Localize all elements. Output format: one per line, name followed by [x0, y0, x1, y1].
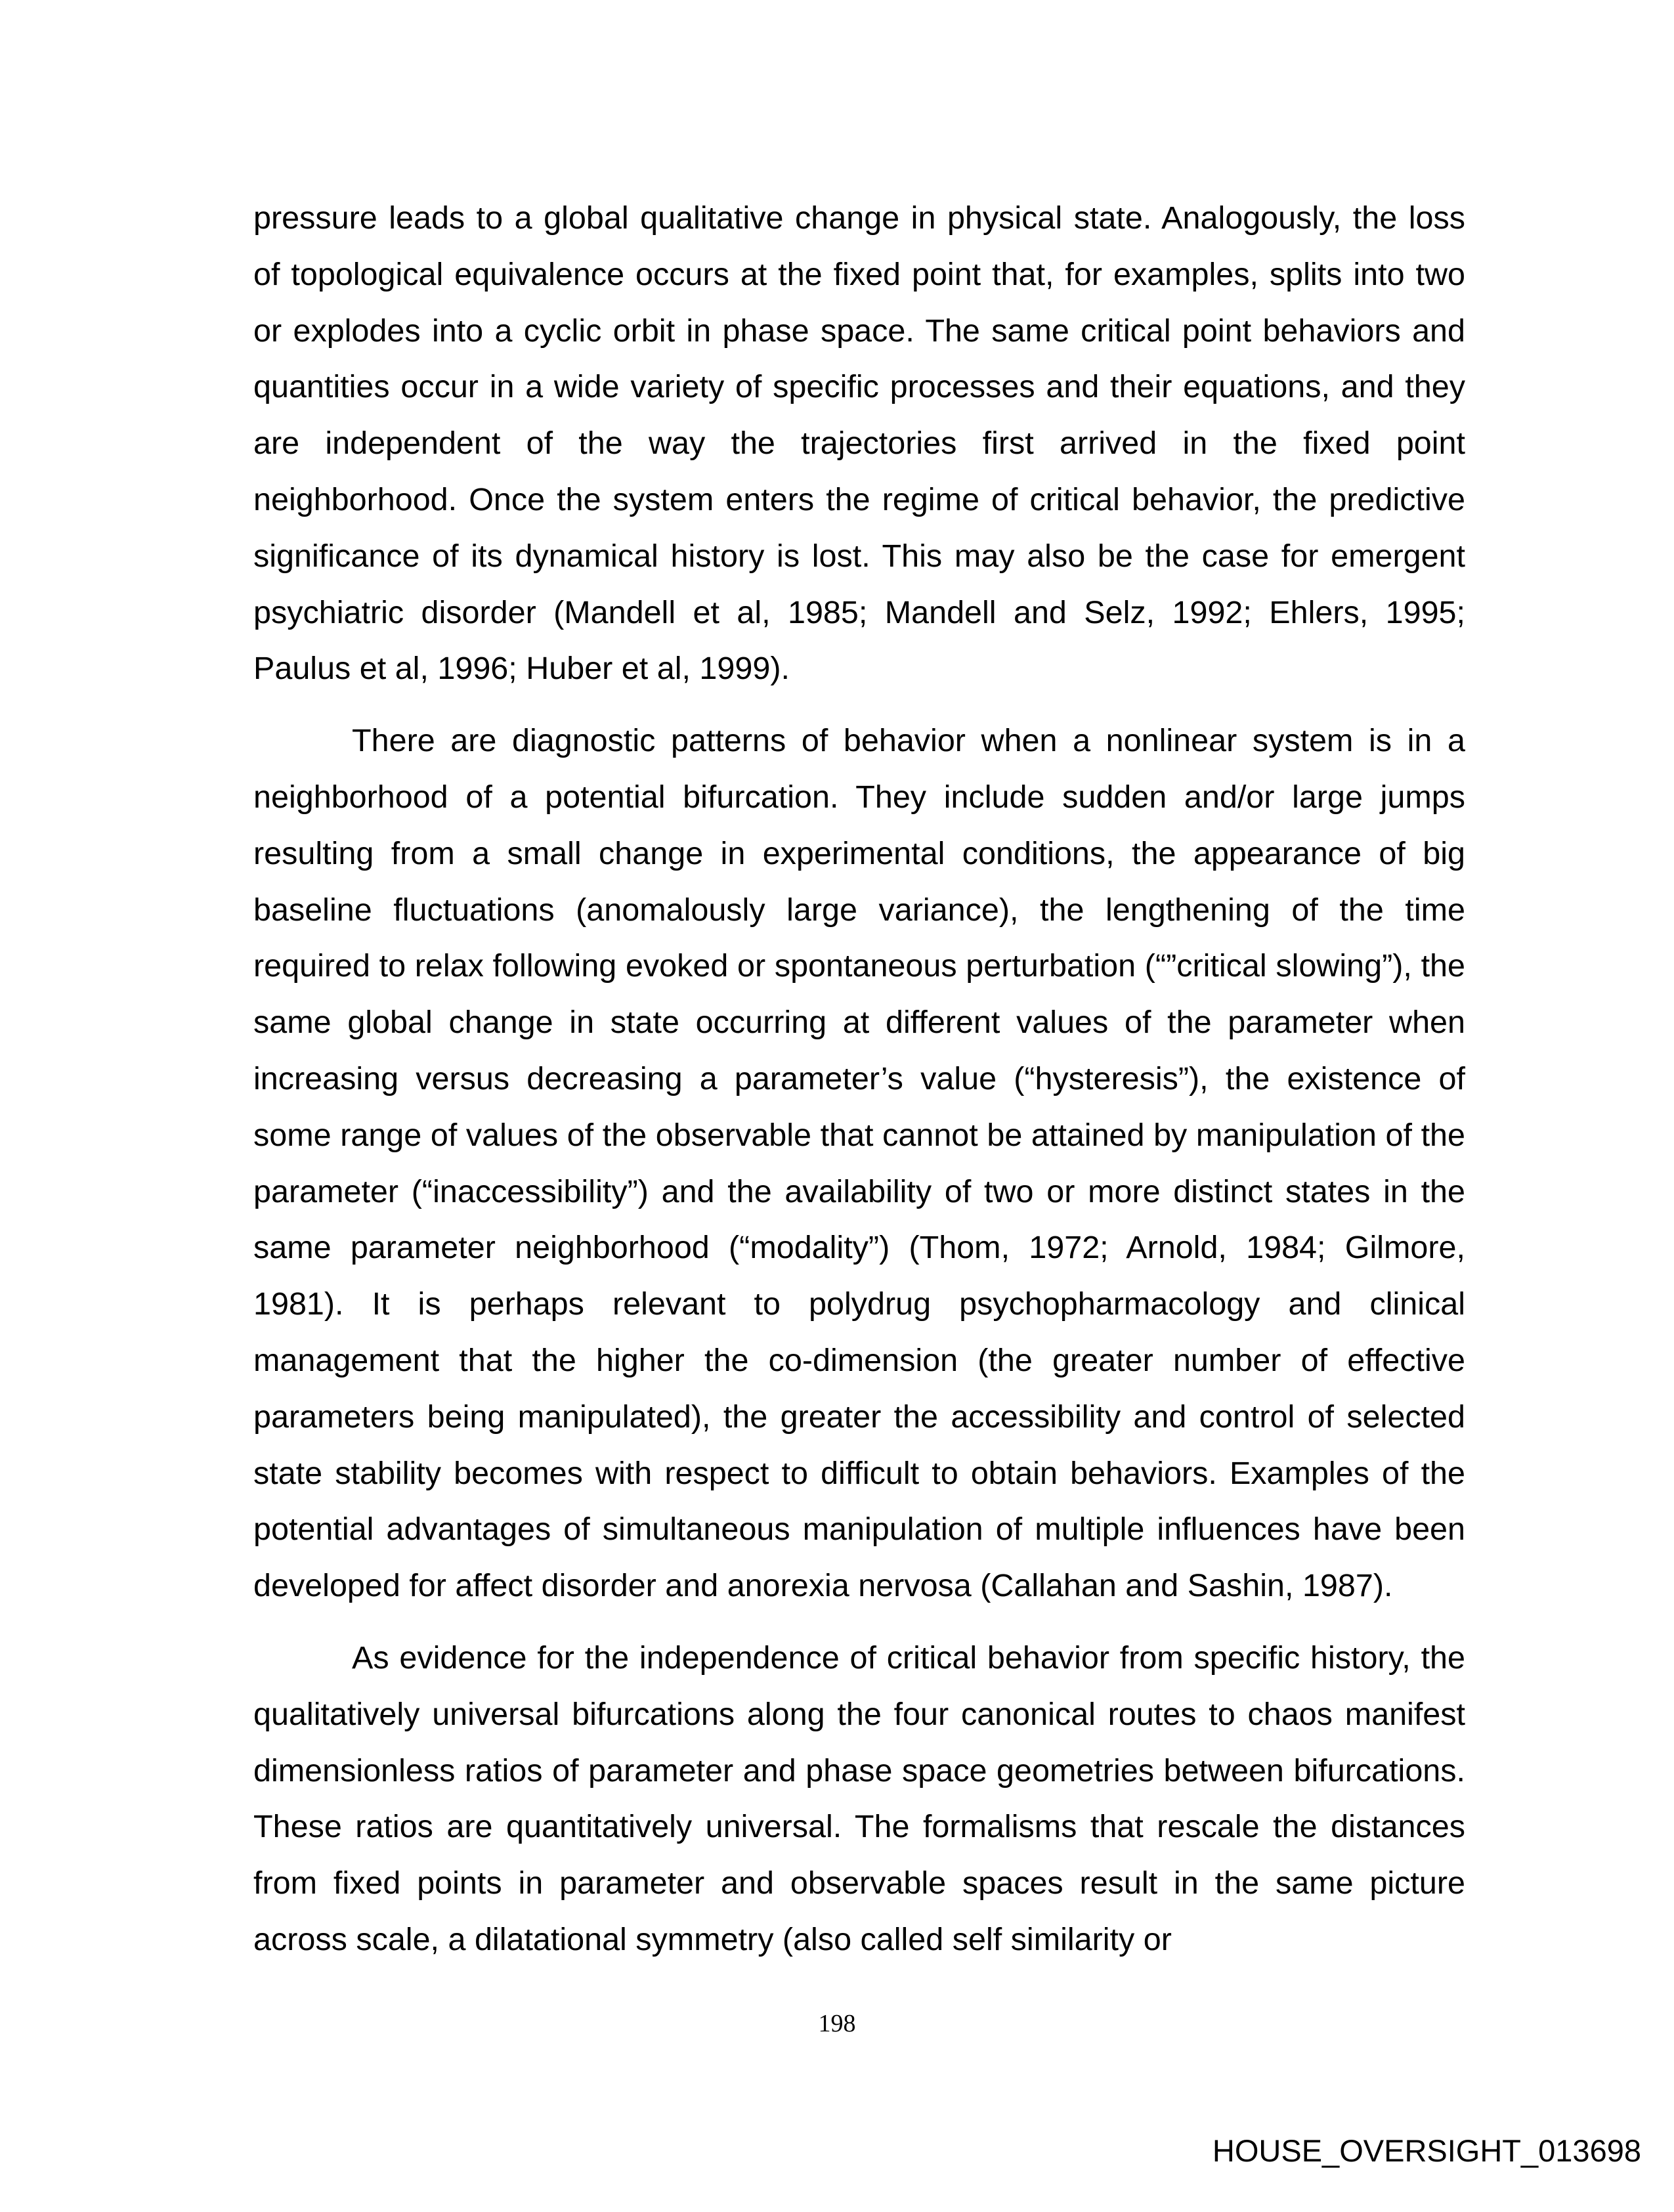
page-number: 198: [818, 2010, 856, 2037]
bates-stamp: HOUSE_OVERSIGHT_013698: [1212, 2133, 1641, 2168]
document-body: [253, 190, 1465, 1984]
paragraph-diagnostic-patterns: There are diagnostic patterns of behavior when a nonlinear system is in a neighborhood of a potential bifurcation. They include sudden and/or large jumps resulting from a small change in experimental conditions, the appearance of big baseline fluctuations (anomalously large variance), the lengthening of the time required to relax following evoked or spontaneous perturbation (“”critical slowing”), the same global change in state occurring at different values of the parameter when increasing versus decreasing a parameter’s value (“hysteresis”), the existence of some range of values of the observable that cannot be attained by manipulation of the parameter (“inaccessibility”) and the availability of two or more distinct states in the same parameter neighborhood (“modality”) (Thom, 1972; Arnold, 1984; Gilmore, 1981). It is perhaps relevant to polydrug psychopharmacology and clinical management that the higher the co-dimension (the greater number of effective parameters being manipulated), the greater the accessibility and control of selected state stability becomes with respect to difficult to obtain behaviors. Examples of the potential advantages of simultaneous manipulation of multiple influences have been developed for affect disorder and anorexia nervosa (Callahan and Sashin, 1987).: [253, 723, 1465, 1604]
paragraph-universal-bifurcations: As evidence for the independence of critical behavior from specific history, the qualitatively universal bifurcations along the four canonical routes to chaos manifest dimensionless ratios of parameter and phase space geometries between bifurcations. These ratios are quantitatively universal. The formalisms that rescale the distances from fixed points in parameter and observable spaces result in the same picture across scale, a dilatational symmetry (also called self similarity or: [253, 1639, 1465, 1957]
paragraph-critical-point-behaviors: pressure leads to a global qualitative change in physical state. Analogously, the loss of topological equivalence occurs at the fixed point that, for examples, splits into two or explodes into a cyclic orbit in phase space. The same critical point behaviors and quantities occur in a wide variety of specific processes and their equations, and they are independent of the way the trajectories first arrived in the fixed point neighborhood. Once the system enters the regime of critical behavior, the predictive significance of its dynamical history is lost. This may also be the case for emergent psychiatric disorder (Mandell et al, 1985; Mandell and Selz, 1992; Ehlers, 1995; Paulus et al, 1996; Huber et al, 1999).: [253, 200, 1465, 687]
